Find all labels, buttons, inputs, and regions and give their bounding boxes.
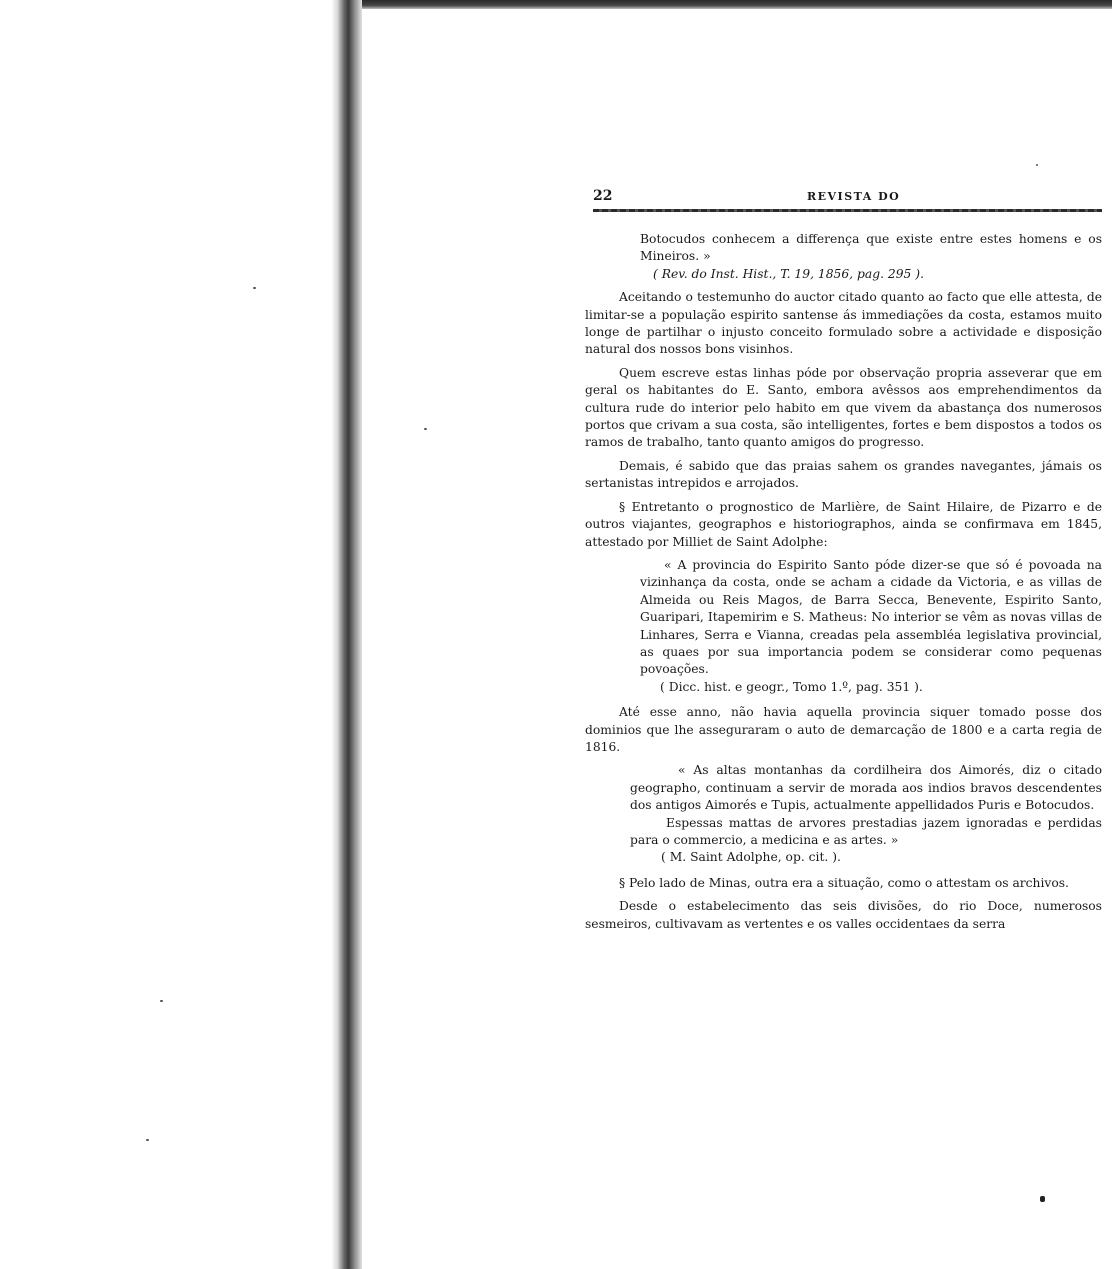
paragraph: Botocudos conhecem a differença que existe entre estes homens e os Mineiros. » <box>640 232 1102 264</box>
ink-mark <box>1040 1196 1045 1202</box>
running-head <box>585 185 1102 207</box>
running-title: REVISTA DO <box>807 190 901 203</box>
paragraph: § Pelo lado de Minas, outra era a situação, como o attestam os archivos. <box>619 875 1069 890</box>
paragraph: Quem escreve estas linhas póde por observação propria asseverar que em geral os habitantes do E. Santo, embora avêssos aos emprehendimentos da cultura rude do interior pelo habito em que vivem da abastança dos numerosos portos que crivam a sua costa, são intelligentes, fortes e bem dispostos a todos os ramos de trabalho, tanto quanto amigos do progresso. <box>585 365 1102 450</box>
block-quote: « A provincia do Espirito Santo póde dizer-se que só é povoada na vizinhança da costa, onde se acham a cidade da Victoria, e as villas de Almeida ou Reis Magos, de Barra Secca, Benevente, Espirito Santo, Guaripari, Itapemirim e S. Matheus: No interior se vêm as novas villas de Linhares, Serra e Vianna, creadas pela assembléa legislativa provincial, as quaes por sua importancia podem se considerar como pequenas povoações. <box>640 557 1102 677</box>
page-body <box>585 231 1102 933</box>
paragraph: Aceitando o testemunho do auctor citado quanto ao facto que elle attesta, de limitar-se a população espirito santense ás immediações da costa, estamos muito longe de partilhar o injusto conceito formulado sobre a actividade e disposição natural dos nossos bons visinhos. <box>585 290 1102 357</box>
page-number: 22 <box>593 188 613 204</box>
scan-fleck <box>1036 164 1038 166</box>
paragraph: Até esse anno, não havia aquella provincia siquer tomado posse dos dominios que lhe asseguraram o auto de demarcação de 1800 e a carta regia de 1816. <box>585 705 1102 754</box>
citation: ( M. Saint Adolphe, op. cit. ). <box>661 850 841 865</box>
citation: ( Dicc. hist. e geogr., Tomo 1.º, pag. 351 ). <box>660 679 923 694</box>
block-quote: « As altas montanhas da cordilheira dos Aimorés, diz o citado geographo, continuam a servir de morada aos indios bravos descendentes dos antigos Aimorés e Tupis, actualmente appellidados Puris e Botocudos. <box>630 763 1102 813</box>
scan-fleck <box>160 1000 163 1002</box>
book-page <box>585 185 1102 931</box>
scan-fleck <box>424 428 427 430</box>
scan-top-edge <box>340 0 1112 9</box>
citation: ( Rev. do Inst. Hist., T. 19, 1856, pag. 295 ). <box>653 266 924 281</box>
paragraph: Demais, é sabido que das praias sahem os grandes navegantes, jámais os sertanistas intrepidos e arrojados. <box>585 458 1102 491</box>
scan-fleck <box>253 287 256 289</box>
scan-fleck <box>146 1139 149 1141</box>
paragraph: § Entretanto o prognostico de Marlière, de Saint Hilaire, de Pizarro e de outros viajantes, geographos e historiographos, ainda se confirmava em 1845, attestado por Milliet de Saint Adolphe: <box>585 499 1102 549</box>
header-rule <box>593 209 1102 212</box>
block-quote: Espessas mattas de arvores prestadias jazem ignoradas e perdidas para o commercio, a medicina e as artes. » <box>630 815 1102 847</box>
book-spine-shadow <box>332 0 362 1269</box>
paragraph: Desde o estabelecimento das seis divisões, do rio Doce, numerosos sesmeiros, cultivavam as vertentes e os valles occidentaes da serra <box>585 899 1102 931</box>
